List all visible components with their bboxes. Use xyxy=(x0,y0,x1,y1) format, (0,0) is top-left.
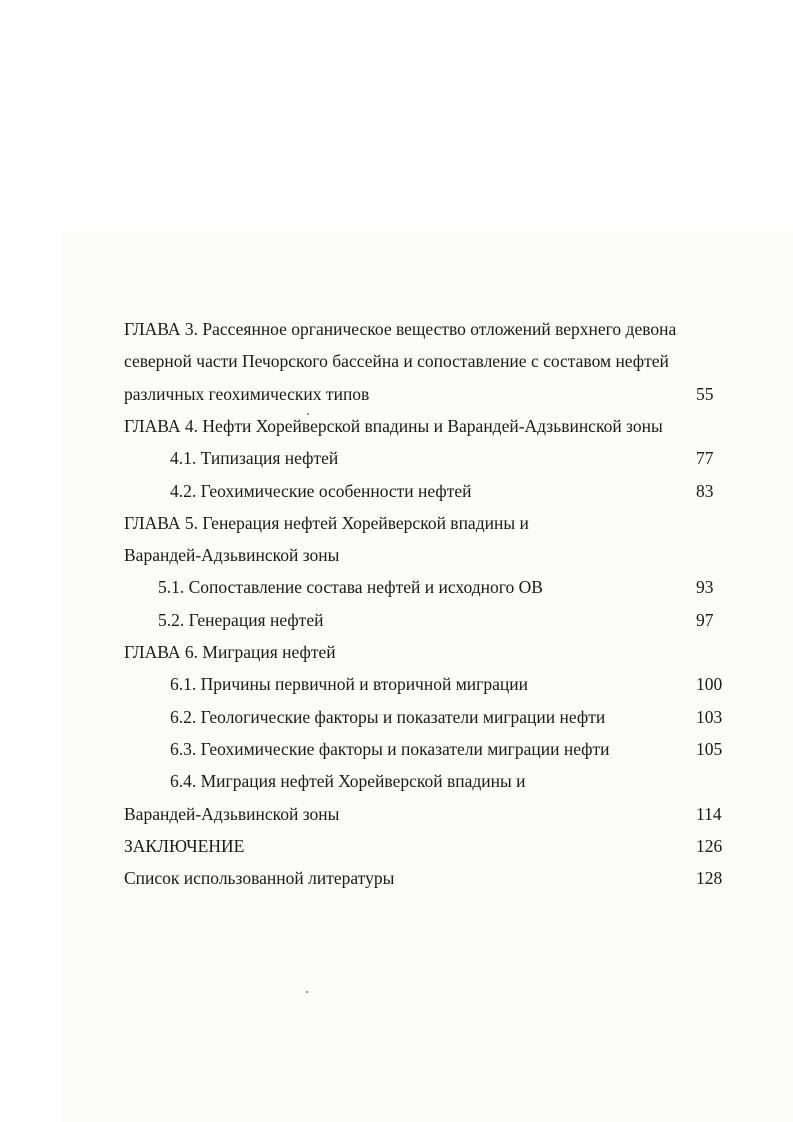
scan-speck xyxy=(306,991,308,993)
toc-section-5-1 xyxy=(0,571,793,603)
toc-text: ЗАКЛЮЧЕНИЕ xyxy=(124,836,245,856)
scan-speck xyxy=(307,413,309,415)
toc-page-number: 128 xyxy=(696,868,723,888)
toc-text: 5.1. Сопоставление состава нефтей и исходного ОВ xyxy=(158,577,543,597)
toc-text: 4.1. Типизация нефтей xyxy=(170,448,339,468)
toc-text: ГЛАВА 6. Миграция нефтей xyxy=(124,642,336,662)
toc-references xyxy=(0,862,793,894)
toc-text: 6.2. Геологические факторы и показатели миграции нефти xyxy=(170,707,606,727)
toc-text: 6.1. Причины первичной и вторичной миграции xyxy=(170,674,528,694)
toc-page-number: 100 xyxy=(696,674,723,694)
toc-conclusion xyxy=(0,830,793,862)
toc-section-6-2 xyxy=(0,701,793,733)
toc-text: 5.2. Генерация нефтей xyxy=(158,610,324,630)
toc-section-6-3 xyxy=(0,733,793,765)
toc-section-6-1 xyxy=(0,668,793,700)
toc-chapter-3-line-3 xyxy=(0,378,793,410)
toc-section-6-4-line-2 xyxy=(0,798,793,830)
toc-text: Список использованной литературы xyxy=(124,868,395,888)
toc-page-number: 105 xyxy=(696,739,723,759)
toc-page-number: 77 xyxy=(696,448,714,468)
toc-page-number: 114 xyxy=(696,804,722,824)
toc-page-number: 126 xyxy=(696,836,723,856)
toc-text: ГЛАВА 3. Рассеянное органическое вещество отложений верхнего девона xyxy=(124,319,677,339)
toc-chapter-5-line-1 xyxy=(0,507,793,539)
toc-section-4-2 xyxy=(0,475,793,507)
toc-text: 4.2. Геохимические особенности нефтей xyxy=(170,481,472,501)
toc-page-number: 97 xyxy=(696,610,714,630)
toc-text: 6.3. Геохимические факторы и показатели миграции нефти xyxy=(170,739,610,759)
toc-text: ГЛАВА 5. Генерация нефтей Хорейверской впадины и xyxy=(124,513,529,533)
toc-chapter-6 xyxy=(0,636,793,668)
toc-chapter-3-line-2 xyxy=(0,345,793,377)
toc-text: северной части Печорского бассейна и сопоставление с составом нефтей xyxy=(124,351,669,371)
toc-text: различных геохимических типов xyxy=(124,384,370,404)
toc-page-number: 93 xyxy=(696,577,714,597)
toc-page-number: 83 xyxy=(696,481,714,501)
toc-page-number: 103 xyxy=(696,707,723,727)
toc-chapter-4 xyxy=(0,410,793,442)
toc-section-6-4-line-1 xyxy=(0,765,793,797)
toc-page-number: 55 xyxy=(696,384,714,404)
toc-section-4-1 xyxy=(0,442,793,474)
toc-text: 6.4. Миграция нефтей Хорейверской впадины и xyxy=(170,771,526,791)
toc-chapter-3-line-1 xyxy=(0,313,793,345)
toc-chapter-5-line-2 xyxy=(0,539,793,571)
toc-text: ГЛАВА 4. Нефти Хорейверской впадины и Варандей-Адзьвинской зоны xyxy=(124,416,663,436)
toc-section-5-2 xyxy=(0,604,793,636)
toc-text: Варандей-Адзьвинской зоны xyxy=(124,545,340,565)
toc-text: Варандей-Адзьвинской зоны xyxy=(124,804,340,824)
